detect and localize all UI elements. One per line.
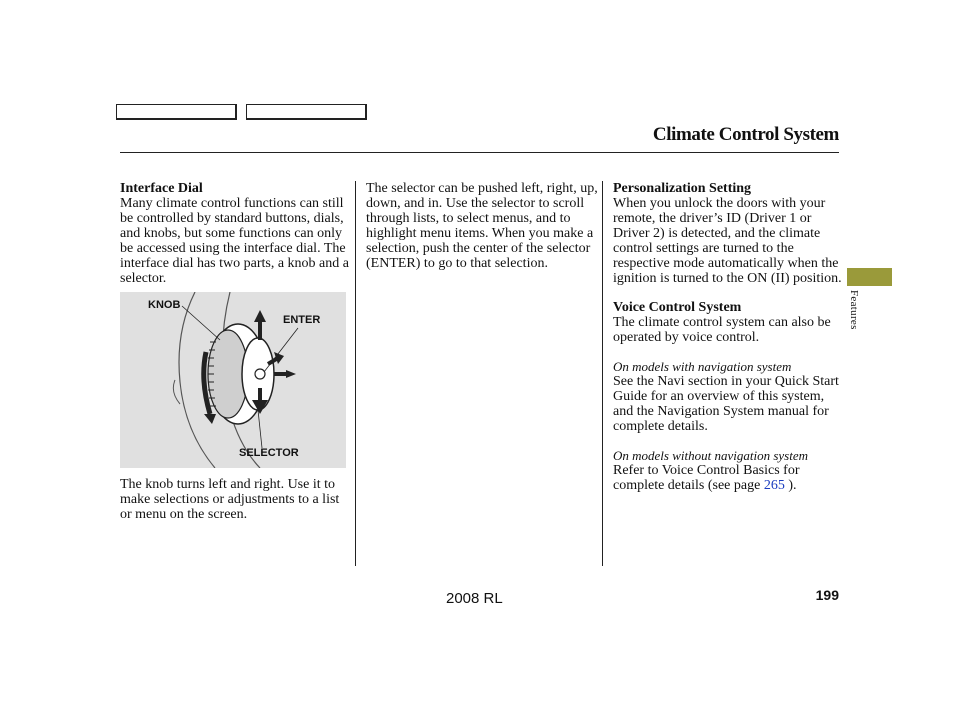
nav-back-button[interactable] [116,104,237,120]
column-interface-dial [120,181,352,286]
page-number: 199 [815,587,839,603]
voice-control-text: The climate control system can also be operated by voice control. [613,315,831,345]
no-nav-models-text-end: ). [784,478,797,493]
personalization-text: When you unlock the doors with your remote, the driver’s ID (Driver 1 or Driver 2) is detected, and the climate control settings are turned to the respective mode automatically when the ignition is turned to the ON (II) position. [613,196,842,286]
features-section-tab[interactable] [847,268,892,286]
personalization-heading: Personalization Setting [613,181,752,196]
footer-model: 2008 RL [446,590,503,607]
voice-control-heading: Voice Control System [613,300,742,315]
interface-dial-illustration [120,292,346,468]
page-265-link[interactable]: 265 [763,478,785,493]
interface-dial-intro: Many climate control functions can still be controlled by standard buttons, dials, and knobs, but some functions can only be accessed using the interface dial. The interface dial has two parts, a knob and a selector. [120,196,349,286]
column-selector [366,181,598,271]
no-nav-models-paragraph [613,463,843,493]
no-nav-models-note: On models without navigation system [613,448,808,463]
nav-forward-button[interactable] [246,104,367,120]
nav-models-text: See the Navi section in your Quick Start Guide for an overview of this system, and the Navigation System manual for complete details. [613,374,839,434]
enter-label: ENTER [283,314,321,326]
column-personalization-voice [613,181,843,493]
no-nav-models-text: Refer to Voice Control Basics for complete details (see page [613,463,800,493]
interface-dial-heading: Interface Dial [120,181,203,196]
column-divider-1 [355,181,356,566]
knob-description [120,477,352,522]
column-divider-2 [602,181,603,566]
page-title: Climate Control System [652,124,839,145]
selector-description: The selector can be pushed left, right, up, down, and in. Use the selector to scroll through lists, to select menus, and to highlight menu items. When you make a selection, push the center of the selector (ENTER) to go to that selection. [366,181,598,271]
nav-models-note: On models with navigation system [613,359,792,374]
knob-description-text: The knob turns left and right. Use it to make selections or adjustments to a list or menu on the screen. [120,477,340,522]
features-section-label: Features [848,290,860,330]
knob-label: KNOB [148,299,181,311]
title-divider [120,152,839,153]
selector-label: SELECTOR [239,447,299,459]
